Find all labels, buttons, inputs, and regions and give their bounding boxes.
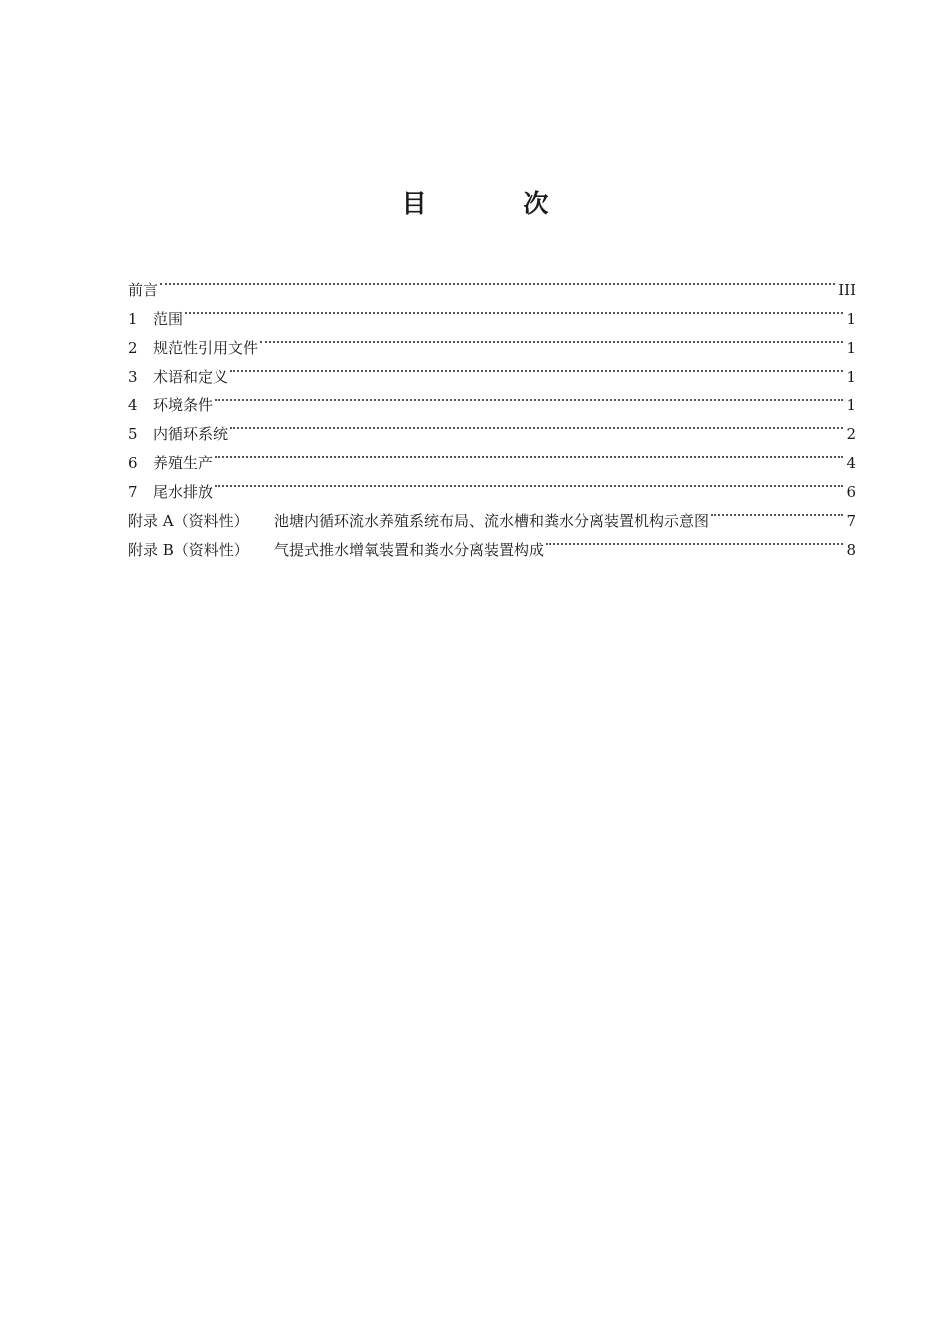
- toc-entry-normative-references[interactable]: [128, 324, 856, 357]
- toc-entry-number: 6: [128, 454, 138, 473]
- toc-list: [128, 266, 856, 559]
- toc-leader-dots: [230, 410, 843, 439]
- toc-entry-environment[interactable]: [128, 382, 856, 415]
- toc-leader-dots: [185, 295, 843, 324]
- toc-title: 目 次: [401, 189, 593, 218]
- toc-entry-page: 7: [846, 512, 856, 531]
- toc-entry-label: 尾水排放: [153, 483, 214, 502]
- toc-entry-scope[interactable]: [128, 295, 856, 328]
- toc-leader-dots: [215, 382, 843, 411]
- toc-entry-page: 2: [846, 425, 856, 444]
- toc-entry-number: 2: [128, 338, 138, 357]
- toc-entry-preface[interactable]: [128, 266, 856, 299]
- toc-entry-number: 1: [128, 309, 138, 328]
- toc-entry-label: 前言: [128, 280, 159, 299]
- toc-entry-number: 4: [128, 396, 138, 415]
- toc-entry-page: 1: [846, 309, 856, 328]
- toc-entry-page: 1: [846, 396, 856, 415]
- toc-entry-page: 1: [846, 338, 856, 357]
- toc-entry-page: 4: [846, 454, 856, 473]
- toc-appendix-prefix: 附录 A（资料性）: [128, 512, 249, 531]
- toc-entry-page: 8: [846, 540, 856, 559]
- toc-entry-number: 7: [128, 483, 138, 502]
- toc-leader-dots: [215, 439, 843, 468]
- toc-entry-label: 术语和定义: [153, 367, 229, 386]
- toc-appendix-prefix: 附录 B（资料性）: [128, 540, 249, 559]
- toc-entry-label: 范围: [153, 309, 184, 328]
- toc-leader-dots: [546, 526, 843, 555]
- toc-entry-label: 内循环系统: [153, 425, 229, 444]
- toc-entry-label: 规范性引用文件: [153, 338, 259, 357]
- toc-leader-dots: [711, 497, 843, 526]
- toc-entry-number: 5: [128, 425, 138, 444]
- toc-entry-page: III: [838, 280, 856, 299]
- toc-entry-terms[interactable]: [128, 353, 856, 386]
- toc-entry-number: 3: [128, 367, 138, 386]
- toc-entry-label: 环境条件: [153, 396, 214, 415]
- toc-entry-page: 1: [846, 367, 856, 386]
- toc-entry-appendix-a[interactable]: [128, 497, 856, 531]
- toc-leader-dots: [230, 353, 843, 382]
- toc-leader-dots: [215, 468, 843, 497]
- toc-entry-label: 养殖生产: [153, 454, 214, 473]
- toc-leader-dots: [260, 324, 843, 353]
- toc-entry-tailwater-discharge[interactable]: [128, 468, 856, 502]
- toc-entry-recirculation-system[interactable]: [128, 410, 856, 444]
- toc-entry-aquaculture-production[interactable]: [128, 439, 856, 473]
- toc-entry-label: 池塘内循环流水养殖系统布局、流水槽和粪水分离装置机构示意图: [274, 512, 710, 531]
- toc-leader-dots: [160, 266, 835, 295]
- toc-entry-label: 气提式推水增氧装置和粪水分离装置构成: [274, 540, 545, 559]
- toc-entry-page: 6: [846, 483, 856, 502]
